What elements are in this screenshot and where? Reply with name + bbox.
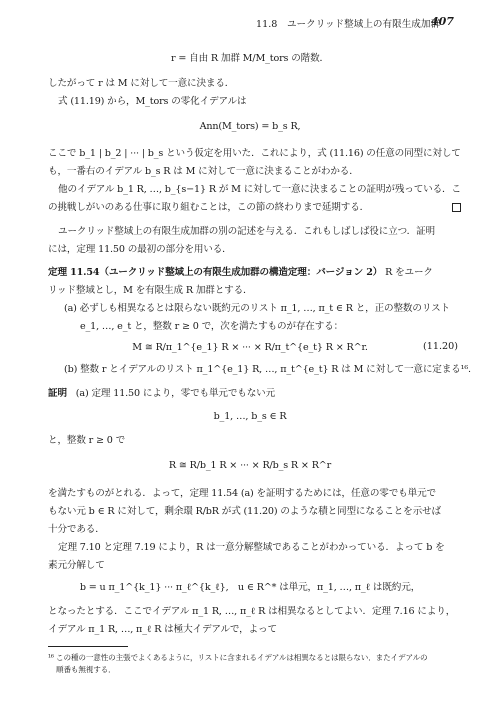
qed-box [452,203,461,212]
body-line: の挑戦しがいのある仕事に取り組むことは，この節の終わりまで延期する． [48,202,370,213]
footnote-text: ¹⁶ この種の一意性の主張でよくあるように，リストに含まれるイデアルは相異なるとは限らない．またイデアルの [48,653,428,662]
proof-line: 素元分解して [48,560,105,571]
annihilator-equation: Ann(M_tors) = b_s R, [199,121,301,132]
proof-line: を満たすものがとれる．よって，定理 11.54 (a) を証明するためには，任意の零でも単元で [48,488,436,499]
proof-line: (a) 定理 11.50 により，零でも単元でもない元 [75,388,276,399]
body-line: ここで b_1 | b_2 | ··· | b_s という仮定を用いた．これにより，式 (11.16) の任意の同型に対して [48,148,461,159]
proof-start [48,387,275,400]
proof-line: 定理 7.10 と定理 7.19 により，R は一意分解整域であることがわかっている．よって b を [58,542,445,553]
body-line: 他のイデアル b_1 R, …, b_{s−1} R が M に対して一意に決まることの証明が残っている．こ [58,184,461,195]
theorem-part-a-cont: e_1, …, e_t と，整数 r ≥ 0 で，次を満たすものが存在する： [80,321,344,332]
theorem-part-a: (a) 必ずしも相異なるとは限らない既約元のリスト π_1, …, π_t ∈ R と，正の整数のリスト [64,303,450,314]
page-number: 407 [431,15,454,28]
body-line: も，一番右のイデアル b_s R は M に対して一意に決まることがわかる． [48,166,359,177]
running-header-title: 11.8 ユークリッド整域上の有限生成加群 [256,19,441,30]
equation-number: (11.20) [423,341,458,352]
rank-statement: r = 自由 R 加群 M/M_tors の階数． [171,53,329,64]
theorem-title-tail: R をユーク [385,267,433,278]
body-line: には，定理 11.50 の最初の部分を用いる． [48,244,232,255]
proof-line: 十分である． [48,524,105,535]
elements-list: b_1, …, b_s ∈ R [213,411,287,422]
factorization-equation: b = u π_1^{k_1} ··· π_ℓ^{k_ℓ}, u ∈ R^* は単元，π_1, …, π_ℓ は既約元， [79,582,421,593]
body-line: したがって r は M に対して一意に決まる． [48,78,235,89]
footnote-rule [48,646,128,647]
proof-line: イデアル π_1 R, …, π_ℓ R は極大イデアルで，よって [48,624,277,635]
structure-equation: M ≅ R/π_1^{e_1} R × ··· × R/π_t^{e_t} R × R^r. [132,342,368,353]
footnote-text: 順番も無視する． [56,665,116,674]
proof-line: もない元 b ∈ R に対して，剰余環 R/bR が式 (11.20) のような積と同型になることを示せば [48,506,441,517]
body-line: 式 (11.19) から，M_tors の零化イデアルは [58,96,247,107]
theorem-title: 定理 11.54（ユークリッド整域上の有限生成加群の構造定理：バージョン 2） [48,267,383,278]
theorem-line: リッド整域とし，M を有限生成 R 加群とする． [48,285,253,296]
proof-line: となったとする．ここでイデアル π_1 R, …, π_ℓ R は相異なるとしてよい．定理 7.16 により， [48,606,456,617]
decomposition-equation: R ≅ R/b_1 R × ··· × R/b_s R × R^r [168,460,332,471]
proof-line: と，整数 r ≥ 0 で [48,435,126,446]
theorem-part-b: (b) 整数 r とイデアルのリスト π_1^{e_1} R, …, π_t^{e_t} R は M に対して一意に定まる¹⁶. [64,364,471,375]
theorem-heading [48,266,433,279]
body-line: ユークリッド整域上の有限生成加群の別の記述を与える．これもしばしば役に立つ．証明 [58,226,435,237]
proof-label: 証明 [48,388,67,399]
